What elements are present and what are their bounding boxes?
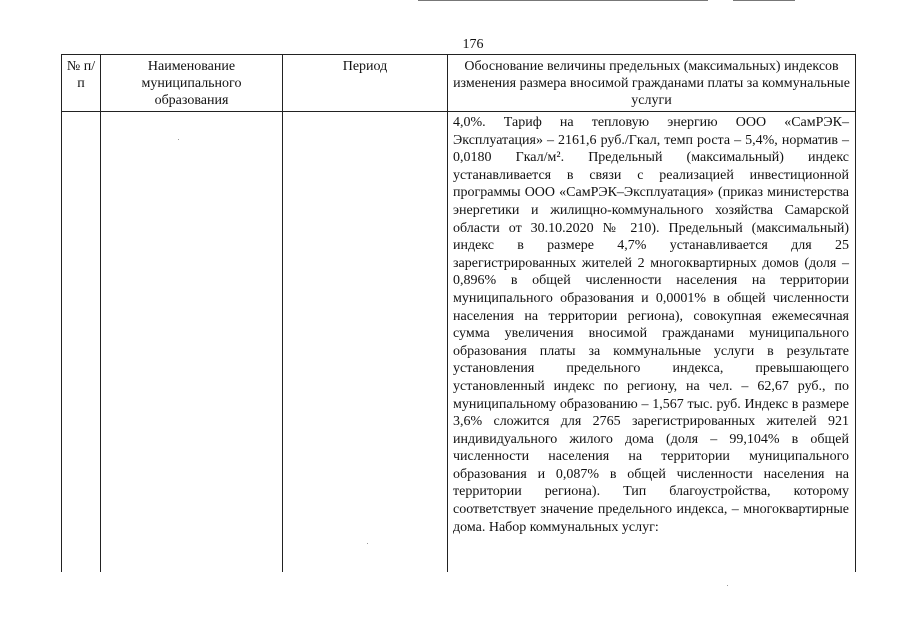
header-period: Период xyxy=(283,55,448,112)
top-rule-right xyxy=(733,0,795,1)
cell-number xyxy=(62,112,101,573)
tariff-table xyxy=(61,54,856,572)
cell-municipality xyxy=(101,112,283,573)
table-row xyxy=(62,112,856,573)
cell-period xyxy=(283,112,448,573)
top-rule-left xyxy=(418,0,708,1)
header-municipality: Наименование муниципального образования xyxy=(101,55,283,112)
header-justification: Обоснование величины предельных (максимальных) индексов изменения размера вносимой гражданами платы за коммунальные услуги xyxy=(448,55,856,112)
page-number: 176 xyxy=(462,37,484,52)
header-number: № п/п xyxy=(62,55,101,112)
justification-text: 4,0%. Тариф на тепловую энергию ООО «СамРЭК–Эксплуатация» – 2161,6 руб./Гкал, темп роста – 5,4%, норматив – 0,0180 Гкал/м². Предельный (максимальный) индекс устанавливается в связи с реализацией инвестиционной программы ООО «СамРЭК–Эксплуатация» (приказ министерства энергетики и жилищно-коммунального хозяйства Самарской области от 30.10.2020 № 210). Предельный (максимальный) индекс в размере 4,7% устанавливается для 25 зарегистрированных жителей 2 многоквартирных домов (доля – 0,896% в общей численности населения на территории муниципального образования и 0,0001% в общей численности населения на территории региона), совокупная ежемесячная сумма увеличения вносимой гражданами муниципального образования платы за коммунальные услуги в результате установления предельного индекса, превышающего установленный индекс по региону, на чел. – 62,67 руб., по муниципальному образованию – 1,567 тыс. руб. Индекс в размере 3,6% сложится для 2765 зарегистрированных жителей 921 индивидуального жилого дома (доля – 99,104% в общей численности населения на территории муниципального образования и 0,087% в общей численности населения на территории региона). Тип благоустройства, которому соответствует значение предельного индекса, – многоквартирные дома. Набор коммунальных услуг: xyxy=(453,115,849,535)
cell-justification xyxy=(448,112,856,573)
scan-speck xyxy=(367,543,368,544)
table-header-row xyxy=(62,55,856,112)
scan-speck xyxy=(727,585,728,586)
scan-speck xyxy=(178,139,179,140)
